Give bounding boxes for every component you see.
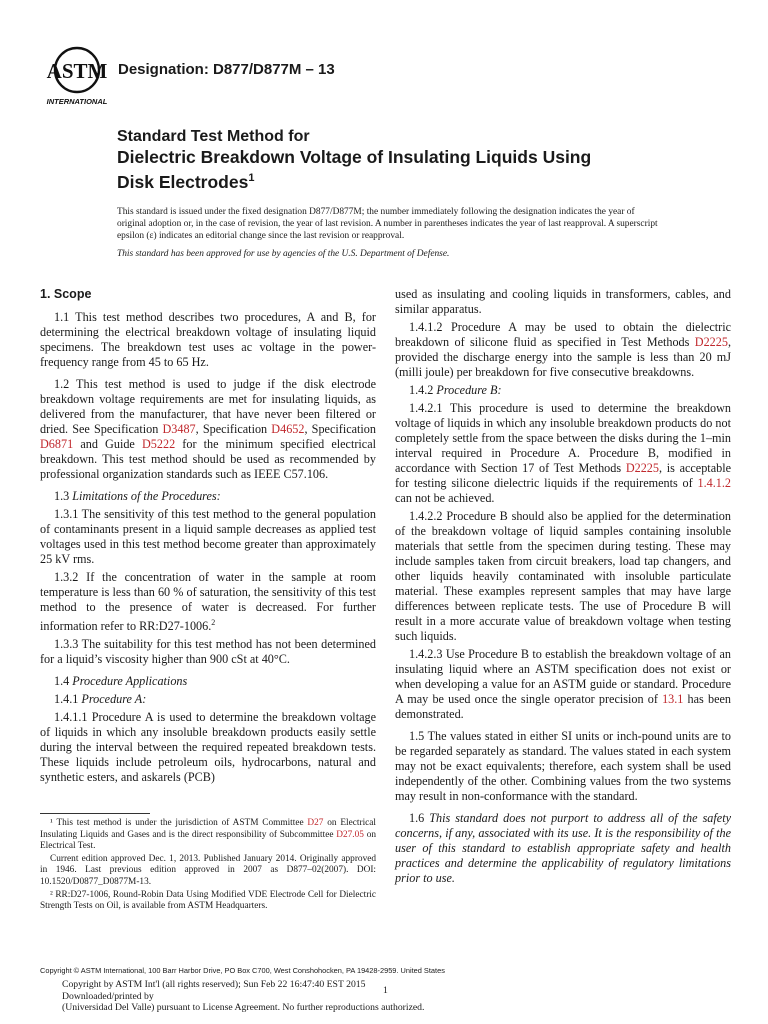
title-footnote-mark: 1 [248,172,255,184]
text-run: , is acceptable for testing silicone dielectric liquids if the requirements of [395,461,731,490]
text-run: 1.6 [409,811,430,825]
link-d5222[interactable]: D5222 [141,437,176,451]
paragraph-1-4 [40,674,376,689]
title-line-2: Dielectric Breakdown Voltage of Insulating Liquids Using [117,147,592,167]
title-line-3 [117,168,677,193]
text-run: 1.4.2 [409,383,437,397]
subsection-title: Limitations of the Procedures: [72,489,221,503]
paragraph-1-3-3: 1.3.3 The suitability for this test method has not been determined for a liquid’s viscosity higher than 900 cSt at 40°C. [40,637,376,667]
text-run: and Guide [73,437,142,451]
left-column [40,287,376,785]
paragraph-1-4-2 [395,383,731,398]
download-notice [62,979,424,1014]
intro-notice: This standard is issued under the fixed designation D877/D877M; the number immediately following the designation indicates the year of original adoption or, in the case of revision, the year of last revision. A number in parentheses indicates the year of last reapproval. A superscript epsilon (ε) indicates an editorial change since the last revision or reapproval. [117,207,658,241]
title-line-3-text: Disk Electrodes [117,171,249,192]
text-run: 1.4.1 [54,692,82,707]
paragraph-1-4-2-1 [395,401,731,506]
paragraph-1-4-1-1: 1.4.1.1 Procedure A is used to determine the breakdown voltage of liquids in which any insoluble breakdown products easily settle during the interval between the required repeated breakdown tests. These liquids include petroleum oils, hydrocarbons, natural and synthetic esters, and askarels (PCB) [40,710,376,785]
subsection-title: Procedure A: [81,692,147,707]
paragraph-1-3-2 [40,570,376,634]
link-d3487[interactable]: D3487 [162,422,196,436]
download-line-1: Copyright by ASTM Int'l (all rights reserved); Sun Feb 22 16:47:40 EST 2015 [62,979,366,990]
subsection-title: Procedure Applications [72,674,188,689]
paragraph-1-4-1-2 [395,320,731,380]
paragraph-1-4-1-1-continued [395,287,731,317]
paragraph-1-6 [395,811,731,886]
text-run: 1.4.1.2 Procedure A may be used to obtain the dielectric breakdown of silicone fluid as specified in Test Methods [395,320,731,349]
text-run: has been demonstrated. [395,692,731,721]
link-d27-05[interactable]: D27.05 [336,829,364,840]
footnote-2: ² RR:D27-1006, Round-Robin Data Using Modified VDE Electrode Cell for Dielectric Strength Tests on Oil, is available from ASTM Headquarters. [40,889,376,912]
right-column [395,287,731,889]
text-run: 1.4.2.3 Use Procedure B to establish the breakdown voltage of an insulating liquid where an ASTM specification does not exist or when developing a value for an ASTM guide or standard. Procedure A may be used once the single operator precision of [395,647,731,706]
link-d6871[interactable]: D6871 [40,437,74,451]
text-run: ¹ This test method is under the jurisdiction of ASTM Committee [50,818,308,828]
subsection-title: Procedure B: [436,383,502,397]
paragraph-1-3 [40,489,376,504]
text-run: can not be achieved. [395,491,495,505]
page-number: 1 [383,985,388,996]
paragraph-1-3-1: 1.3.1 The sensitivity of this test method to the general population of contaminants present in a liquid sample decreases as applied test voltages used in this test method become greater than approximately 25 kV rms. [40,507,376,566]
designation: Designation: D877/D877M – 13 [118,61,335,78]
paragraph-1-1: 1.1 This test method describes two procedures, A and B, for determining the electrical breakdown voltage of insulating liquid specimens. The breakdown test uses ac voltage in the power-frequency range from 45 to 65 Hz. [40,310,376,369]
text-run: , provided the discharge energy into the sample is less than 20 mJ (milli joule) per breakdown for five consecutive breakdowns. [395,335,731,379]
text-run: on Electrical Insulating Liquids and Gases and is the direct responsibility of Subcommittee [40,818,376,840]
link-d27[interactable]: D27 [307,818,324,828]
safety-notice: This standard does not purport to address all of the safety concerns, if any, associated with its use. It is the responsibility of the user of this standard to establish appropriate safety and health practices and determine the applicability of regulatory limitations prior to use. [395,811,731,885]
text-run: , Specification [304,422,376,436]
footnote-rule [40,813,150,814]
text-run: , Specification [195,422,272,436]
link-d2225[interactable]: D2225 [694,335,728,349]
download-line-3: (Universidad Del Valle) pursuant to License Agreement. No further reproductions authorized. [62,1002,425,1013]
text-run: used as insulating and cooling liquids in transformers, cables, and similar apparatus. [395,287,731,316]
paragraph-1-4-2-2: 1.4.2.2 Procedure B should also be applied for the determination of the breakdown voltage of liquid samples containing insoluble materials that settle from the specimen during testing. These may include samples taken from circuit breakers, load tap changers, and other liquids heavily contaminated with insoluble particulate material. These examples represent samples that may have large differences between replicate tests. The use of Procedure B will result in a more accurate value of breakdown voltage when testing such liquids. [395,509,731,643]
footnote-mark: 2 [211,618,216,627]
text-run: for the minimum specified electrical breakdown. This test method should be used as recommended by professional organization standards such as IEEE C57.106. [40,437,376,481]
title-block [117,127,677,193]
text-run: 1.2 This test method is used to judge if the disk electrode breakdown voltage requirements are met for insulating liquids, as delivered from the manufacturer, that have never been filtered or dried. See Specification [40,377,376,436]
dod-approval-notice: This standard has been approved for use by agencies of the U.S. Department of Defense. [117,249,450,259]
logo-subtext: INTERNATIONAL [46,97,108,106]
logo-wordmark: ASTM [46,59,108,83]
text-run: 1.4 [54,674,73,689]
text-run: on Electrical Test. [40,829,377,852]
link-d2225-b[interactable]: D2225 [625,461,659,475]
download-line-2: Downloaded/printed by [62,990,154,1002]
paragraph-1-4-2-3 [395,647,731,722]
text-run: 1.3.2 If the concentration of water in the sample at room temperature is less than 60 % of saturation, the sensitivity of this test method to the presence of water is decreased. For further information refer to RR:D27-1006. [40,570,376,634]
footnote-1 [40,818,376,853]
paragraph-1-4-1 [40,692,376,707]
copyright-line: Copyright © ASTM International, 100 Barr Harbor Drive, PO Box C700, West Conshohocken, PA 19428-2959. United States [40,966,445,975]
astm-logo [44,45,110,107]
link-13-1[interactable]: 13.1 [662,692,684,706]
link-1-4-1-2[interactable]: 1.4.1.2 [697,476,731,490]
paragraph-1-5: 1.5 The values stated in either SI units or inch-pound units are to be regarded separately as standard. The values stated in each system may not be exact equivalents; therefore, each system shall be used independently of the other. Combining values from the two systems may result in non-conformance with the standard. [395,729,731,803]
text-run: 1.4.2.1 This procedure is used to determine the breakdown voltage of liquids in which any insoluble breakdown products do not completely settle from the space between the disks during the 1–min interval required in Procedure A. Procedure B, modified in accordance with Section 17 of Test Methods [395,401,731,475]
footnote-1-edition: Current edition approved Dec. 1, 2013. Published January 2014. Originally approved in 1946. Last previous edition approved in 2007 as D877–02(2007). DOI: 10.1520/D0877_D0877M-13. [40,853,376,887]
title-line-1: Standard Test Method for [117,128,310,145]
footnotes [40,818,376,914]
link-d4652[interactable]: D4652 [271,422,305,436]
text-run: 1.3 [54,489,73,503]
section-heading-scope: 1. Scope [40,287,92,301]
paragraph-1-2 [40,377,376,482]
